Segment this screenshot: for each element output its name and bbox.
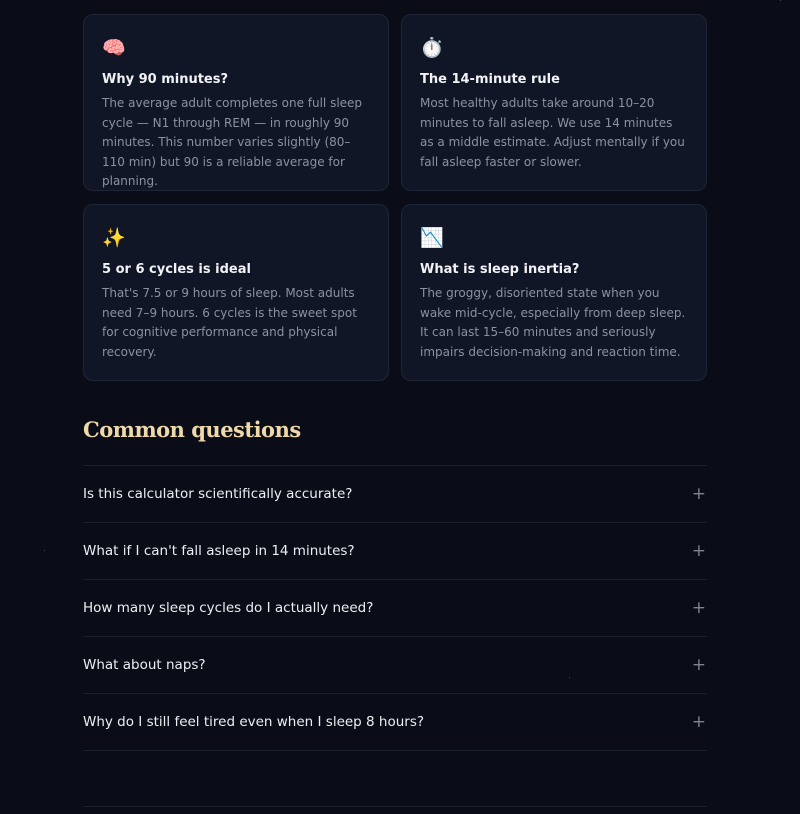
- faq-question[interactable]: Is this calculator scientifically accurate?: [83, 486, 353, 502]
- faq-item-still-tired[interactable]: [83, 694, 707, 751]
- faq-item-fall-asleep[interactable]: [83, 523, 707, 580]
- brain-icon: 🧠: [102, 37, 126, 59]
- faq-heading: Common questions: [83, 417, 301, 442]
- sparkles-icon: ✨: [102, 227, 126, 249]
- faq-list: [83, 465, 707, 751]
- plus-icon[interactable]: +: [691, 541, 706, 561]
- faq-question[interactable]: What about naps?: [83, 657, 206, 673]
- faq-question[interactable]: What if I can't fall asleep in 14 minutes?: [83, 543, 355, 559]
- plus-icon[interactable]: +: [691, 598, 706, 618]
- faq-item-naps[interactable]: [83, 637, 707, 694]
- background-star: [780, 0, 781, 1]
- chart-decreasing-icon: 📉: [420, 227, 444, 249]
- info-card-ideal-cycles: [83, 204, 389, 381]
- card-description: That's 7.5 or 9 hours of sleep. Most adults need 7–9 hours. 6 cycles is the sweet spot for cognitive performance and physical recovery.: [102, 286, 357, 359]
- faq-item-cycles-needed[interactable]: [83, 580, 707, 637]
- faq-item-accuracy[interactable]: [83, 466, 707, 523]
- info-card-sleep-inertia: [401, 204, 707, 381]
- card-title: 5 or 6 cycles is ideal: [102, 262, 251, 277]
- card-description: Most healthy adults take around 10–20 minutes to fall asleep. We use 14 minutes as a middle estimate. Adjust mentally if you fall asleep faster or slower.: [420, 96, 685, 169]
- section-divider: [83, 806, 707, 807]
- info-cards-grid: [83, 14, 707, 381]
- plus-icon[interactable]: +: [691, 712, 706, 732]
- faq-question[interactable]: How many sleep cycles do I actually need?: [83, 600, 374, 616]
- card-title: The 14-minute rule: [420, 72, 560, 87]
- stopwatch-icon: ⏱️: [420, 37, 444, 59]
- card-title: Why 90 minutes?: [102, 72, 229, 87]
- card-title: What is sleep inertia?: [420, 262, 580, 277]
- card-description: The groggy, disoriented state when you wake mid-cycle, especially from deep sleep. It can last 15–60 minutes and seriously impairs decision-making and reaction time.: [420, 286, 686, 359]
- plus-icon[interactable]: +: [691, 484, 706, 504]
- info-card-why-90-minutes: [83, 14, 389, 191]
- card-description: The average adult completes one full sleep cycle — N1 through REM — in roughly 90 minutes. This number varies slightly (80–110 min) but 90 is a reliable average for planning.: [102, 96, 363, 188]
- info-card-14-minute-rule: [401, 14, 707, 191]
- plus-icon[interactable]: +: [691, 655, 706, 675]
- background-star: [44, 550, 45, 551]
- faq-question[interactable]: Why do I still feel tired even when I sleep 8 hours?: [83, 714, 425, 730]
